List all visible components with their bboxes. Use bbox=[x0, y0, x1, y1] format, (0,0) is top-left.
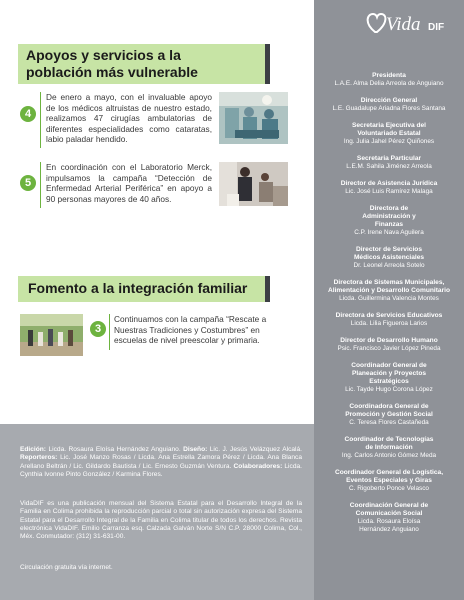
directory-role: Directora de Sistemas Municipales, Alimentación y Desarrollo Comunitario bbox=[327, 279, 450, 294]
directory-list bbox=[314, 72, 464, 543]
surgery-photo-image bbox=[219, 92, 288, 144]
circulation-note: Circulación gratuita vía internet. bbox=[20, 564, 113, 571]
directory-name: L.E.M. Sahila Jiménez Arreola bbox=[346, 163, 432, 170]
heart-logo-icon bbox=[366, 8, 456, 38]
directory-name: C. Teresa Flores Castañeda bbox=[349, 419, 429, 426]
directory-role: Director de Asistencia Jurídica bbox=[340, 180, 438, 187]
paragraph-tradiciones: Continuamos con la campaña “Rescate a Nuestras Tradiciones y Costumbres” en escuelas de nivel preescolar y primaria. bbox=[114, 314, 267, 346]
directory-name: Lic. José Luis Ramírez Malaga bbox=[345, 188, 433, 195]
directory-role: Directora de Administración y Finanzas bbox=[362, 205, 416, 228]
colaboradores-value: Licda. Cynthia Ivonne Pinto González / Karmina Flores. bbox=[20, 462, 302, 478]
directory-name: Ing. Carlos Antonio Gómez Meda bbox=[341, 452, 437, 459]
directory-entry bbox=[314, 155, 464, 171]
merck-photo-image bbox=[219, 162, 288, 206]
surgery-photo bbox=[219, 92, 288, 144]
directory-entry bbox=[314, 122, 464, 146]
directory-role: Coordinadora General de Promoción y Gestión Social bbox=[345, 403, 433, 418]
directory-role: Director de Desarrollo Humano bbox=[340, 337, 438, 344]
directory-role: Coordinación General de Comunicación Social bbox=[349, 502, 429, 517]
directory-role: Directora de Servicios Educativos bbox=[335, 312, 443, 319]
divider-line bbox=[40, 92, 41, 148]
directory-role: Dirección General bbox=[360, 97, 418, 104]
directory-name: C.P. Irene Nava Aguilera bbox=[354, 229, 424, 236]
directory-entry bbox=[314, 469, 464, 493]
directory-name: Psic. Francisco Javier López Pineda bbox=[337, 345, 441, 352]
directory-name: Licda. Rosaura Eloísa Hernández Anguiano bbox=[357, 518, 421, 533]
directory-entry bbox=[314, 279, 464, 303]
directory-entry bbox=[314, 362, 464, 394]
paragraph-merck: En coordinación con el Laboratorio Merck, impulsamos la campaña “Detección de Enfermedad Arterial Periférica” en apoyo a 90 personas mayores de 40 años. bbox=[46, 162, 212, 204]
directory-role: Coordinador General de Planeación y Proyectos Estratégicos bbox=[351, 362, 427, 385]
tradiciones-photo-image bbox=[20, 314, 83, 356]
directory-role: Secretaria Ejecutiva del Voluntariado Estatal bbox=[351, 122, 427, 137]
section-title-line2: población más vulnerable bbox=[26, 64, 198, 80]
directory-name: Licda. Lilia Figueroa Larios bbox=[350, 320, 428, 327]
paragraph-cirugias: De enero a mayo, con el invaluable apoyo de los médicos altruistas de nuestro estado, realizamos 47 cirugías ambulatorias de diferentes especialidades como cataratas, labio paladar hendido. bbox=[46, 92, 212, 145]
diseno-value: Lic. J. Jesús Velázquez Alcalá. bbox=[209, 446, 302, 453]
reporteros-label: Reporteros: bbox=[20, 454, 58, 462]
directory-entry bbox=[314, 403, 464, 427]
tradiciones-photo bbox=[20, 314, 83, 356]
directory-entry bbox=[314, 312, 464, 328]
directory-entry bbox=[314, 205, 464, 237]
logo-suffix: DIF bbox=[428, 22, 445, 33]
directory-name: C. Rigoberto Ponce Velasco bbox=[349, 485, 429, 492]
colaboradores-label: Colaboradores: bbox=[233, 462, 283, 470]
directory-entry bbox=[314, 180, 464, 196]
credits-block bbox=[20, 446, 302, 479]
directory-name: L.E. Guadalupe Ariadna Flores Santana bbox=[332, 105, 446, 112]
directory-entry bbox=[314, 502, 464, 534]
directory-entry bbox=[314, 72, 464, 88]
divider-line bbox=[109, 314, 110, 350]
directory-entry bbox=[314, 97, 464, 113]
directory-role: Secretaria Particular bbox=[356, 155, 422, 162]
logo-text: Vida bbox=[386, 14, 421, 35]
merck-campaign-photo bbox=[219, 162, 288, 206]
section-heading-apoyos bbox=[18, 44, 270, 84]
directory-role: Coordinador de Tecnologías de Información bbox=[344, 436, 434, 451]
directory-role: Director de Servicios Médicos Asistenciales bbox=[353, 246, 425, 261]
vidadif-logo bbox=[366, 8, 456, 38]
directory-name: Licda. Guillermina Valencia Montes bbox=[339, 295, 439, 302]
legal-notice: VidaDIF es una publicación mensual del Sistema Estatal para el Desarrollo Integral de la Familia en Colima prohibida la reproducción parcial o total sin autorización expresa del Sistema Estatal para el Desarrollo Integral de la Familia en Colima titular de todos los derechos. Revista electrónica VidaDIF. Emilio Carranza esq. Calzada Galván Norte S/N C.P. 28000 Colima, Col., Méx. Conmutador: (312) 31-631-00. bbox=[20, 500, 302, 541]
divider-line bbox=[40, 162, 41, 208]
directory-entry bbox=[314, 246, 464, 270]
number-badge: 3 bbox=[90, 321, 106, 337]
number-badge: 5 bbox=[20, 175, 36, 191]
directory-entry bbox=[314, 436, 464, 460]
section-title-line1: Apoyos y servicios a la bbox=[26, 47, 181, 63]
directory-entry bbox=[314, 337, 464, 353]
reporteros-value: Lic. José Manzo Rosas / Licda. Ana Estrella Zamora Pérez / Licda. Ana Blanca Arellano Beltrán / Lic. Gildardo Bautista / Lic. Ernesto Guzmán Ventura. bbox=[20, 454, 302, 470]
directory-role: Coordinador General de Logística, Eventos Especiales y Giras bbox=[334, 469, 444, 484]
diseno-label: Diseño: bbox=[183, 446, 208, 453]
number-badge: 4 bbox=[20, 106, 36, 122]
directory-name: Ing. Julia Jahel Pérez Quiñones bbox=[343, 138, 435, 145]
directory-name: L.A.E. Alma Delia Arreola de Anguiano bbox=[334, 80, 444, 87]
edicion-value: Licda. Rosaura Eloísa Hernández Anguiano. bbox=[48, 446, 181, 453]
directory-role: Presidenta bbox=[372, 72, 406, 79]
directory-name: Dr. Leonel Arreola Sotelo bbox=[353, 262, 425, 269]
section-heading-fomento bbox=[18, 276, 270, 302]
directory-name: Lic. Tayde Hugo Corona López bbox=[345, 386, 433, 393]
edicion-label: Edición: bbox=[20, 446, 47, 453]
section-title: Fomento a la integración familiar bbox=[28, 280, 248, 296]
